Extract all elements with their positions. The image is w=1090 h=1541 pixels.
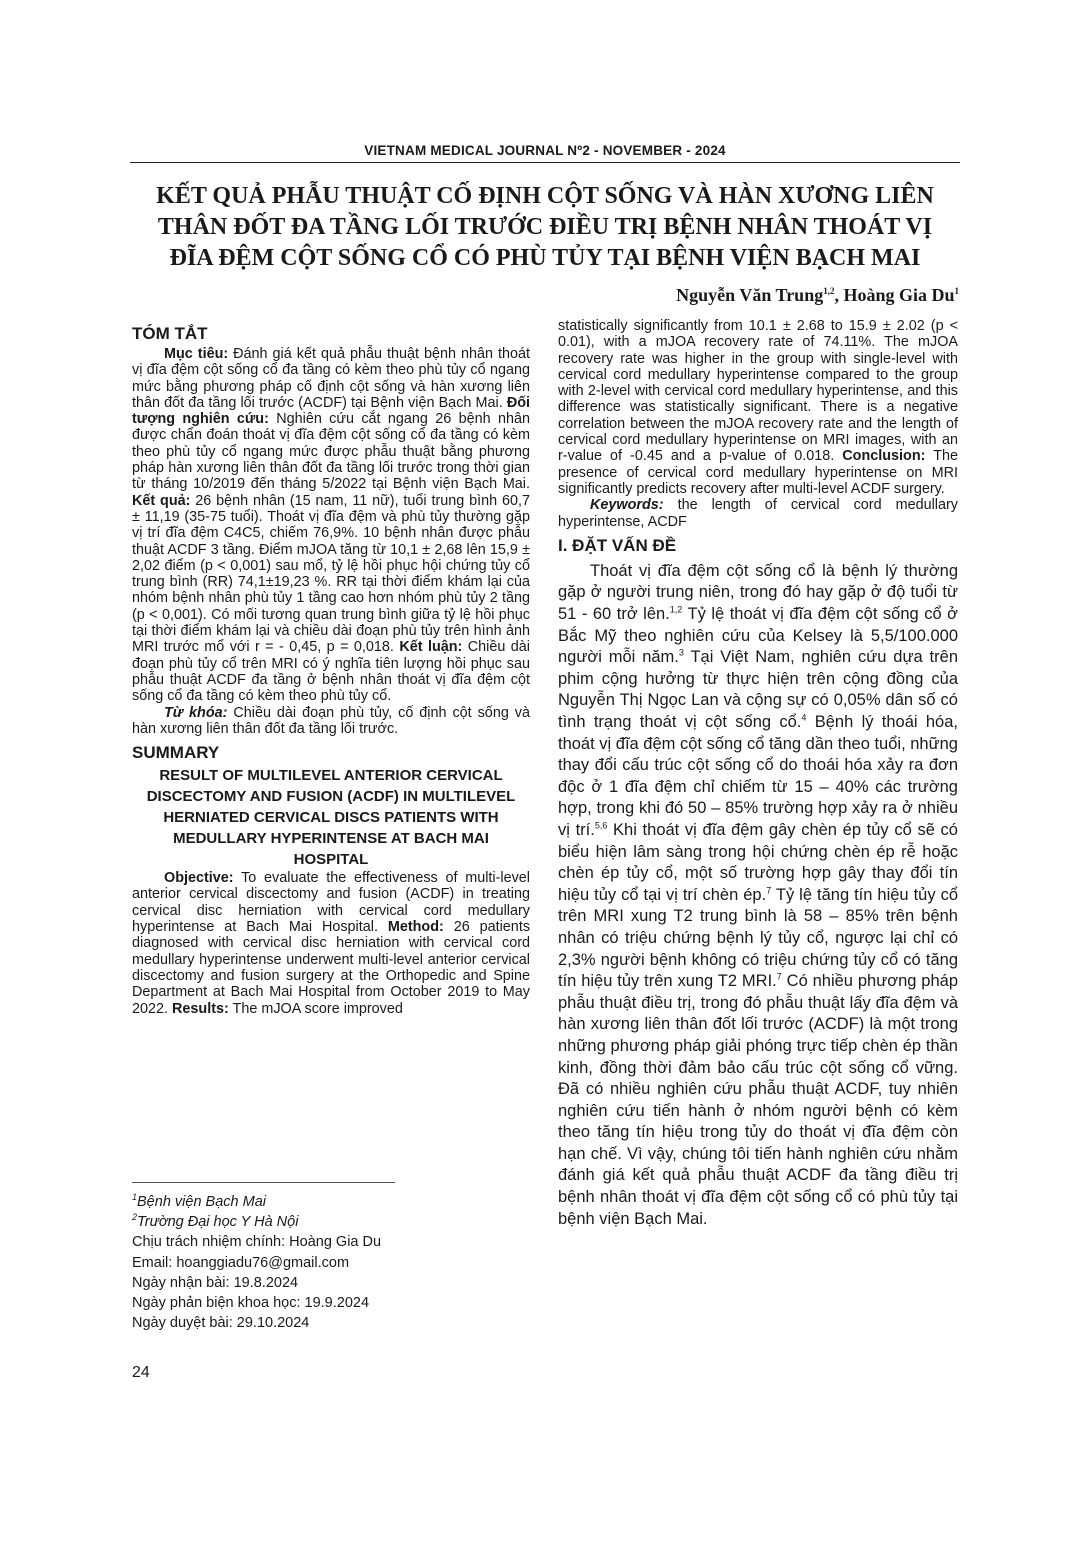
en-objective-label: Objective:	[164, 870, 234, 887]
vi-objective-label: Mục tiêu:	[164, 346, 229, 362]
summary-title: RESULT OF MULTILEVEL ANTERIOR CERVICAL DISCECTOMY AND FUSION (ACDF) IN MULTILEVEL HERNIATED CERVICAL DISCS PATIENTS WITH MEDULLARY HYPERINTENSE AT BACH MAI HOSPITAL	[146, 767, 516, 869]
author-separator: ,	[834, 285, 844, 305]
footnotes	[132, 1192, 530, 1333]
en-results-label: Results:	[172, 1000, 229, 1017]
page-number: 24	[132, 1364, 150, 1381]
en-method-text: 26 patients diagnosed with cervical disc herniation with cervical cord medullary hyperintense underwent multi-level anterior cervical discectomy and fusion surgery at the Orthopedic and Spine Department at Bach Mai Hospital from October 2019 to May 2022.	[132, 919, 531, 1017]
footnote-affiliation-2	[132, 1212, 530, 1232]
abstract-en-body-part1	[132, 870, 530, 1017]
footnote-rule	[132, 1182, 395, 1183]
footnote-aff1-num: 1	[132, 1192, 138, 1203]
vi-results-label: Kết quả:	[132, 492, 191, 509]
author-1: Nguyễn Văn Trung	[676, 285, 824, 305]
footnote-aff2-text: Trường Đại học Y Hà Nội	[137, 1214, 299, 1231]
header-rule	[130, 162, 960, 163]
author-1-affiliation: 1,2	[823, 286, 835, 296]
abstract-en-body-part2	[558, 318, 958, 497]
intro-ref-3: 4	[801, 712, 807, 723]
intro-ref-2: 3	[678, 647, 684, 658]
footnote-aff1-text: Bệnh viện Bạch Mai	[137, 1194, 266, 1210]
intro-ref-1: 1,2	[669, 604, 683, 615]
vi-conclusion-label: Kết luận:	[399, 639, 463, 656]
intro-text-1: Thoát vị đĩa đệm cột sống cổ là bệnh lý thường gặp ở người trung niên, trong đó hay gặp ở độ tuổi từ 51 - 60 trở lên.	[558, 561, 958, 624]
vi-keywords	[132, 705, 530, 738]
article-title: KẾT QUẢ PHẪU THUẬT CỐ ĐỊNH CỘT SỐNG VÀ HÀN XƯƠNG LIÊN THÂN ĐỐT ĐA TẦNG LỐI TRƯỚC ĐIỀU TRỊ BỆNH NHÂN THOÁT VỊ ĐĨA ĐỆM CỘT SỐNG CỔ CÓ PHÙ TỦY TẠI BỆNH VIỆN BẠCH MAI	[156, 183, 934, 271]
intro-ref-6: 7	[776, 971, 782, 982]
footnote-accepted: Ngày duyệt bài: 29.10.2024	[132, 1315, 310, 1332]
en-conclusion-label: Conclusion:	[842, 448, 926, 465]
author-2: Hoàng Gia Du	[843, 285, 955, 305]
intro-text-5: Khi thoát vị đĩa đệm gây chèn ép tủy cổ sẽ có biểu hiện lâm sàng trong hội chứng chèn ép rễ hoặc chèn ép tủy cổ, một số trường hợp gây thay đổi tín hiệu tủy cổ tại vị trí chèn ép.	[558, 820, 958, 904]
en-keywords-text: the length of cervical cord medullary hyperintense, ACDF	[558, 497, 958, 530]
footnote-aff2-num: 2	[132, 1212, 138, 1223]
left-column	[132, 318, 530, 1017]
en-results-text-part2: statistically significantly from 10.1 ± 2.68 to 15.9 ± 2.02 (p < 0.01), with a mJOA recovery rate of 74.11%. The mJOA recovery rate was higher in the group with single-level with cervical cord medullary hyperintense compared to the group with 2-level with cervical cord medullary hyperintense, and this difference was statistically significant. There is a negative correlation between the mJOA recovery rate and the length of cervical cord medullary hyperintense on MRI images, with an r-value of -0.45 and a p-value of 0.018.	[558, 318, 958, 465]
intro-text-4: Bệnh lý thoái hóa, thoát vị đĩa đệm cột sống cổ tăng dần theo tuổi, những thay đổi cấu trúc cột sống cổ do thoái hóa xảy ra đơn độc ở 1 đĩa đệm chỉ chiếm từ 15 – 40% các trường hợp, trong khi đó 50 – 85% trường hợp xảy ra ở nhiều vị trí.	[558, 713, 958, 839]
intro-text-7: Có nhiều phương pháp phẫu thuật điều trị, trong đó phẫu thuật lấy đĩa đệm và hàn xương liên thân đốt lối trước (ACDF) là một trong những phương pháp giải phóng trực tiếp chèn ép thần kinh, đồng thời đảm bảo cấu trúc cột sống cổ vững. Đã có nhiều nghiên cứu phẫu thuật ACDF, tuy nhiên nghiên cứu tiến hành ở nhóm người bệnh có kèm theo tăng tín hiệu trong tủy do thoát vị đĩa đệm còn hạn chế. Vì vậy, chúng tôi tiến hành nghiên cứu nhằm đánh giá kết quả phẫu thuật ACDF đa tầng điều trị bệnh nhân thoát vị đĩa đệm cột sống cổ có phù tủy tại bệnh viện Bạch Mai.	[558, 972, 958, 1228]
footnote-received: Ngày nhận bài: 19.8.2024	[132, 1274, 299, 1291]
en-method-label: Method:	[387, 919, 444, 936]
intro-text-6: Tỷ lệ tăng tín hiệu tủy cổ trên MRI xung T2 trung bình là 58 – 85% trên bệnh nhân có triệu chứng bệnh lý tủy cổ, ngược lại chỉ có 2,3% người bệnh không có triệu chứng tủy cổ có tăng tín hiệu tủy trên xung T2 MRI.	[558, 885, 958, 991]
footnote-affiliation-1	[132, 1192, 530, 1212]
intro-paragraph	[558, 561, 958, 1230]
en-objective-text: To evaluate the effectiveness of multi-level anterior cervical discectomy and fusion (ACDF) in treating cervical disc herniation with cervical cord medullary hyperintense at Bach Mai Hospital.	[132, 870, 530, 936]
vi-results-text: 26 bệnh nhân (15 nam, 11 nữ), tuổi trung bình 60,7 ± 11,19 (35-75 tuổi). Thoát vị đĩa đệm và phù tủy thường gặp vị trí đĩa đệm C4C5, chiếm 76,9%. 10 bệnh nhân được phẫu thuật ACDF 3 tầng. Điểm mJOA tăng từ 10,1 ± 2,68 lên 15,9 ± 2,02 điểm (p < 0,001) sau mổ, tỷ lệ hồi phục hội chứng tủy cổ trung bình (RR) 74,1±19,23 %. RR tại thời điểm khám lại của nhóm bệnh nhân phù tủy 1 tầng cao hơn nhóm phù tủy 2 tầng (p < 0,001). Có mối tương quan trung bình giữa tỷ lệ hồi phục tại thời điểm khám lại và chiều dài đoạn phù tủy trên hình ảnh MRI trước mổ với r = - 0,45, p = 0,018.	[132, 492, 530, 656]
vi-subjects-label: Đối tượng nghiên cứu:	[132, 394, 530, 428]
abstract-vi-body	[132, 346, 530, 705]
intro-text-2: Tỷ lệ thoát vị đĩa đệm cột sống cổ ở Bắc Mỹ theo nghiên cứu của Kelsey là 5,5/100.000 người mỗi năm.	[558, 605, 958, 667]
en-keywords-label: Keywords:	[590, 497, 664, 514]
intro-ref-4: 5,6	[594, 820, 608, 831]
right-column	[558, 318, 958, 1230]
intro-ref-5: 7	[766, 885, 772, 896]
journal-header: VIETNAM MEDICAL JOURNAL Nº2 - NOVEMBER - 2024	[364, 143, 726, 158]
footnote-reviewed: Ngày phản biện khoa học: 19.9.2024	[132, 1295, 370, 1312]
vi-subjects-text: Nghiên cứu cắt ngang 26 bệnh nhân được chẩn đoán thoát vị đĩa đệm cột sống cổ đa tầng có kèm theo phù tủy cổ ngang mức được phẫu thuật bằng phương pháp hàn xương liên thân đốt đa tầng lối trước trong thời gian từ tháng 10/2019 đến tháng 5/2022 tại Bệnh viện Bạch Mai.	[132, 411, 530, 493]
vi-keywords-text: Chiều dài đoạn phù tủy, cố định cột sống và hàn xương liên thân đốt đa tầng lối trước.	[132, 704, 530, 737]
summary-heading: SUMMARY	[132, 743, 220, 763]
intro-heading: I. ĐẶT VẤN ĐỀ	[558, 535, 677, 555]
footnote-email: Email: hoanggiadu76@gmail.com	[132, 1254, 350, 1271]
en-conclusion-text: The presence of cervical cord medullary hyperintense on MRI significantly predicts recovery after multi-level ACDF surgery.	[558, 448, 958, 497]
footnote-corresponding: Chịu trách nhiệm chính: Hoàng Gia Du	[132, 1234, 382, 1251]
en-keywords	[558, 497, 958, 530]
tomtat-heading: TÓM TẮT	[132, 324, 208, 343]
authors	[676, 285, 959, 306]
vi-keywords-label: Từ khóa:	[164, 704, 228, 721]
en-results-text-part1: The mJOA score improved	[228, 1000, 403, 1017]
vi-conclusion-text: Chiều dài đoạn phù tủy cổ trên MRI có ý nghĩa tiên lượng hồi phục sau phẫu thuật ACDF đa tầng ở bệnh nhân thoát vị đĩa đệm cột sống cổ đa tầng có kèm theo phù tủy cổ.	[132, 639, 530, 705]
author-2-affiliation: 1	[954, 286, 959, 296]
vi-objective-text: Đánh giá kết quả phẫu thuật bệnh nhân thoát vị đĩa đệm cột sống cổ đa tầng có kèm theo phù tủy cổ ngang mức bằng phương pháp cố định cột sống và hàn xương liên thân đốt đa tầng lối trước (ACDF) tại Bệnh viện Bạch Mai.	[132, 346, 530, 411]
intro-text-3: Tại Việt Nam, nghiên cứu dựa trên phim cộng hưởng từ thực hiện trên cộng đồng của Nguyễn Thị Ngọc Lan và cộng sự có 0,05% dân số có tình trạng thoát vị cột sống cổ.	[558, 648, 958, 732]
